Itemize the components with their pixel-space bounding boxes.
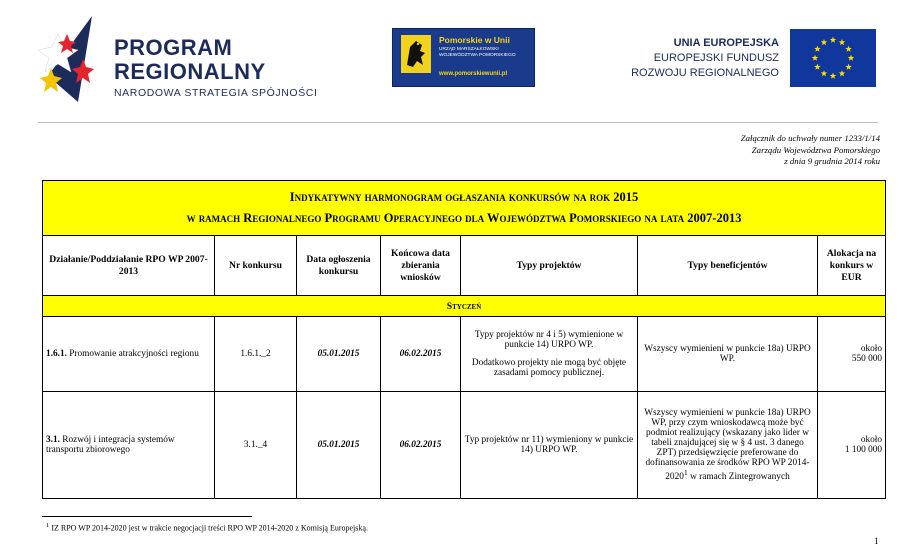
footnote-divider [42,516,252,517]
pomorskie-subtitle [439,47,516,59]
beneficjenci-tail: w ramach Zintegrowanych [687,472,790,483]
eu-star-icon [830,73,836,79]
program-regionalny-emblem [38,14,112,106]
eu-star-icon [839,39,845,45]
col-header-dzialanie: Działanie/Poddziałanie RPO WP 2007-2013 [43,236,215,296]
footnote-text: IZ RPO WP 2014-2020 jest w trakcie negocjacji treści RPO WP 2014-2020 z Komisją Europejską. [49,523,368,533]
eu-star-icon [814,64,820,70]
month-row [43,296,886,317]
alokacja-amount: 550 000 [851,354,883,364]
eu-fund-text [631,36,779,81]
eu-stars-circle [790,29,876,87]
program-regionalny-logo [38,14,328,106]
eu-line2: EUROPEJSKI FUNDUSZ [653,52,779,64]
eu-star-icon [812,55,818,61]
dzialanie-number: 3.1. [46,435,60,445]
eu-star-icon [839,70,845,76]
cell-koncowa: 06.02.2015 [381,317,461,392]
cell-nr: 3.1._4 [215,392,297,499]
pomorskie-sub2: WOJEWÓDZTWA POMORSKIEGO [439,53,516,58]
eu-star-icon [814,46,820,52]
eu-star-icon [845,46,851,52]
table-row [43,317,886,392]
cell-typy-projektow [461,392,638,499]
col-header-koncowa: Końcowa data zbierania wniosków [381,236,461,296]
typy-projektow-text2: Dodatkowo projekty nie mogą być objęte zasadami pomocy publicznej. [471,358,627,378]
col-header-typy-projektow: Typy projektów [461,236,638,296]
footnote-ref: 1 [683,467,688,477]
attachment-line1: Załącznik do uchwały numer 1233/1/14 [740,133,880,143]
table-title-line1: Indykatywny harmonogram ogłaszania konkursów na rok 2015 [289,190,639,204]
dzialanie-text: Promowanie atrakcyjności regionu [69,349,199,359]
cell-alokacja [818,392,886,499]
header-divider [38,122,878,123]
cell-dzialanie [43,392,215,499]
cell-dzialanie [43,317,215,392]
month-label: Styczeń [43,296,886,317]
alokacja-prefix: około [860,344,883,354]
alokacja-prefix: około [860,435,883,445]
eu-star-icon [821,39,827,45]
cell-typy-projektow [461,317,638,392]
pomorskie-title: Pomorskie w Unii [439,35,510,45]
eu-line1: UNIA EUROPEJSKA [673,37,779,49]
col-header-typy-beneficjentow: Typy beneficjentów [638,236,818,296]
eu-line3: ROZWOJU REGIONALNEGO [631,67,779,79]
footnote [46,522,368,533]
dzialanie-text: Rozwój i integracja systemów transportu zbiorowego [46,435,175,455]
schedule-table [42,180,886,499]
cell-koncowa: 06.02.2015 [381,392,461,499]
program-logo-line3: NARODOWA STRATEGIA SPÓJNOŚCI [114,87,318,99]
attachment-line3: z dnia 9 grudnia 2014 roku [784,156,880,166]
table-row [43,392,886,499]
eu-star-icon [845,64,851,70]
dzialanie-number: 1.6.1. [46,349,67,359]
beneficjenci-text: Wszyscy wymienieni w punkcie 18a) URPO WP, przy czym wnioskodawcą może być podmiot realizujący (wskazany jako lider w tabeli znajdującej się w § 4 ust. 3 danego ZPT) przedsięwzięcie preferowane do dofinansowania ze środków RPO WP 2014-2020 [644,407,811,483]
cell-beneficjenci [638,392,818,499]
alokacja-amount: 1 100 000 [844,445,883,455]
typy-projektow-text1: Typy projektów nr 4 i 5) wymienione w punkcie 14) URPO WP. [474,330,624,350]
program-logo-line2: REGIONALNY [114,59,266,84]
table-header-row [43,236,886,296]
cell-beneficjenci: Wszyscy wymienieni w punkcie 18a) URPO WP. [638,317,818,392]
griffin-emblem-icon [401,35,431,73]
attachment-note [741,133,880,168]
attachment-line2: Zarządu Województwa Pomorskiego [751,144,880,155]
table-title-line2: w ramach Regionalnego Programu Operacyjnego dla Województwa Pomorskiego na lata 2007-2013 [186,211,742,225]
table-title [43,181,886,236]
typy-projektow-text1: Typ projektów nr 11) wymieniony w punkcie 14) URPO WP. [464,435,634,455]
footnote-marker: 1 [46,522,50,529]
eu-star-icon [821,70,827,76]
pomorskie-url: www.pomorskiewunii.pl [439,71,508,77]
cell-nr: 1.6.1._2 [215,317,297,392]
eu-star-icon [830,37,836,43]
cell-data: 05.01.2015 [297,317,381,392]
pomorskie-sub1: URZĄD MARSZAŁKOWSKI [439,47,499,52]
eu-flag-icon [790,29,876,87]
col-header-data: Data ogłoszenia konkursu [297,236,381,296]
col-header-alokacja: Alokacja na konkurs w EUR [818,236,886,296]
cell-data: 05.01.2015 [297,392,381,499]
cell-alokacja [818,317,886,392]
page-number: 1 [874,536,879,546]
pomorskie-w-unii-logo [392,28,535,87]
eu-star-icon [848,55,854,61]
program-logo-line1: PROGRAM [114,35,233,60]
col-header-nr: Nr konkursu [215,236,297,296]
